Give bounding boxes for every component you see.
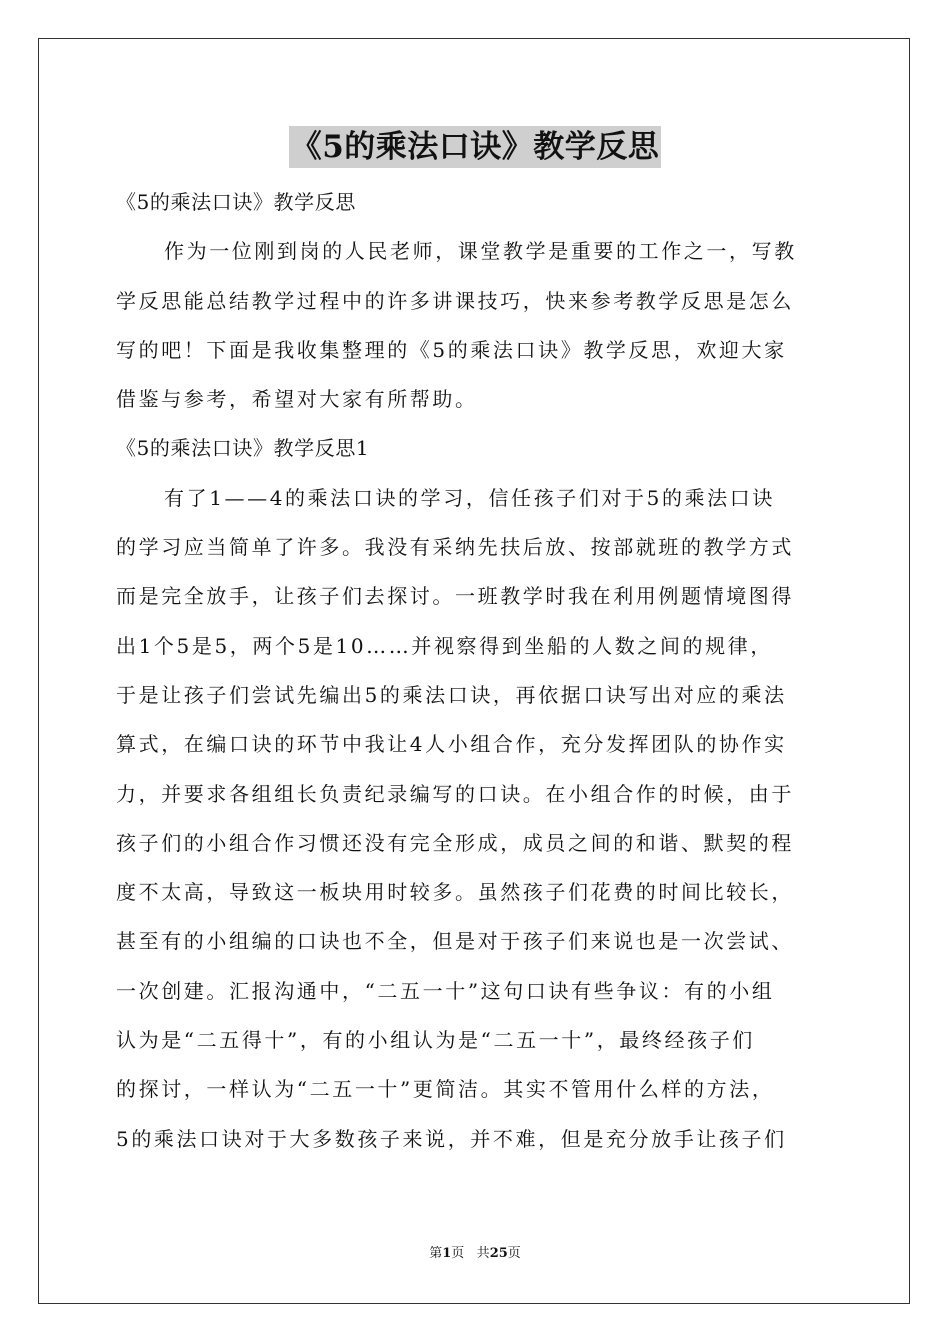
page-suffix: 页: [451, 1246, 465, 1261]
paragraph-line: 作为一位刚到岗的人民老师，课堂教学是重要的工作之一，写教: [164, 239, 797, 264]
paragraph-line: 认为是“二五得十”，有的小组认为是“二五一十”，最终经孩子们: [116, 1028, 755, 1053]
document-body: [116, 178, 836, 1164]
paragraph-line: 力，并要求各组组长负责纪录编写的口诀。在小组合作的时候，由于: [116, 781, 794, 806]
total-page-count: 25: [489, 1246, 508, 1261]
paragraph-line: 出1个5是5，两个5是10……并视察得到坐船的人数之间的规律，: [116, 633, 773, 658]
document-title: 《5的乘法口诀》教学反思: [289, 126, 662, 168]
paragraph-line: 算式，在编口诀的环节中我让4人小组合作，充分发挥团队的协作实: [116, 732, 787, 757]
paragraph-line: 孩子们的小组合作习惯还没有完全形成，成员之间的和谐、默契的程: [116, 830, 794, 855]
total-prefix: 共: [476, 1246, 490, 1261]
paragraph-line: 度不太高，导致这一板块用时较多。虽然孩子们花费的时间比较长，: [116, 880, 794, 905]
paragraph-line: 写的吧！下面是我收集整理的《5的乘法口诀》教学反思，欢迎大家: [116, 337, 787, 362]
paragraph-line: 一次创建。汇报沟通中，“二五一十”这句口诀有些争议：有的小组: [116, 978, 775, 1003]
paragraph-line: 有了1——4的乘法口诀的学习，信任孩子们对于5的乘法口诀: [164, 485, 775, 510]
section-heading: 《5的乘法口诀》教学反思1: [116, 436, 370, 461]
section-heading: 《5的乘法口诀》教学反思: [116, 190, 356, 214]
page-footer: [0, 1244, 950, 1264]
paragraph-line: 甚至有的小组编的口诀也不全，但是对于孩子们来说也是一次尝试、: [116, 929, 794, 954]
page-prefix: 第: [429, 1246, 443, 1261]
paragraph-line: 5的乘法口诀对于大多数孩子来说，并不难，但是充分放手让孩子们: [116, 1126, 787, 1151]
paragraph-line: 学反思能总结教学过程中的许多讲课技巧，快来参考教学反思是怎么: [116, 288, 794, 313]
paragraph-line: 的探讨，一样认为“二五一十”更简洁。其实不管用什么样的方法，: [116, 1077, 775, 1102]
total-suffix: 页: [507, 1246, 521, 1261]
paragraph-line: 而是完全放手，让孩子们去探讨。一班教学时我在利用例题情境图得: [116, 584, 794, 609]
current-page-number: 1: [442, 1246, 452, 1261]
paragraph-line: 于是让孩子们尝试先编出5的乘法口诀，再依据口诀写出对应的乘法: [116, 682, 787, 707]
title-container: [0, 126, 950, 168]
paragraph-line: 的学习应当简单了许多。我没有采纳先扶后放、按部就班的教学方式: [116, 535, 794, 560]
paragraph-line: 借鉴与参考，希望对大家有所帮助。: [116, 387, 478, 412]
